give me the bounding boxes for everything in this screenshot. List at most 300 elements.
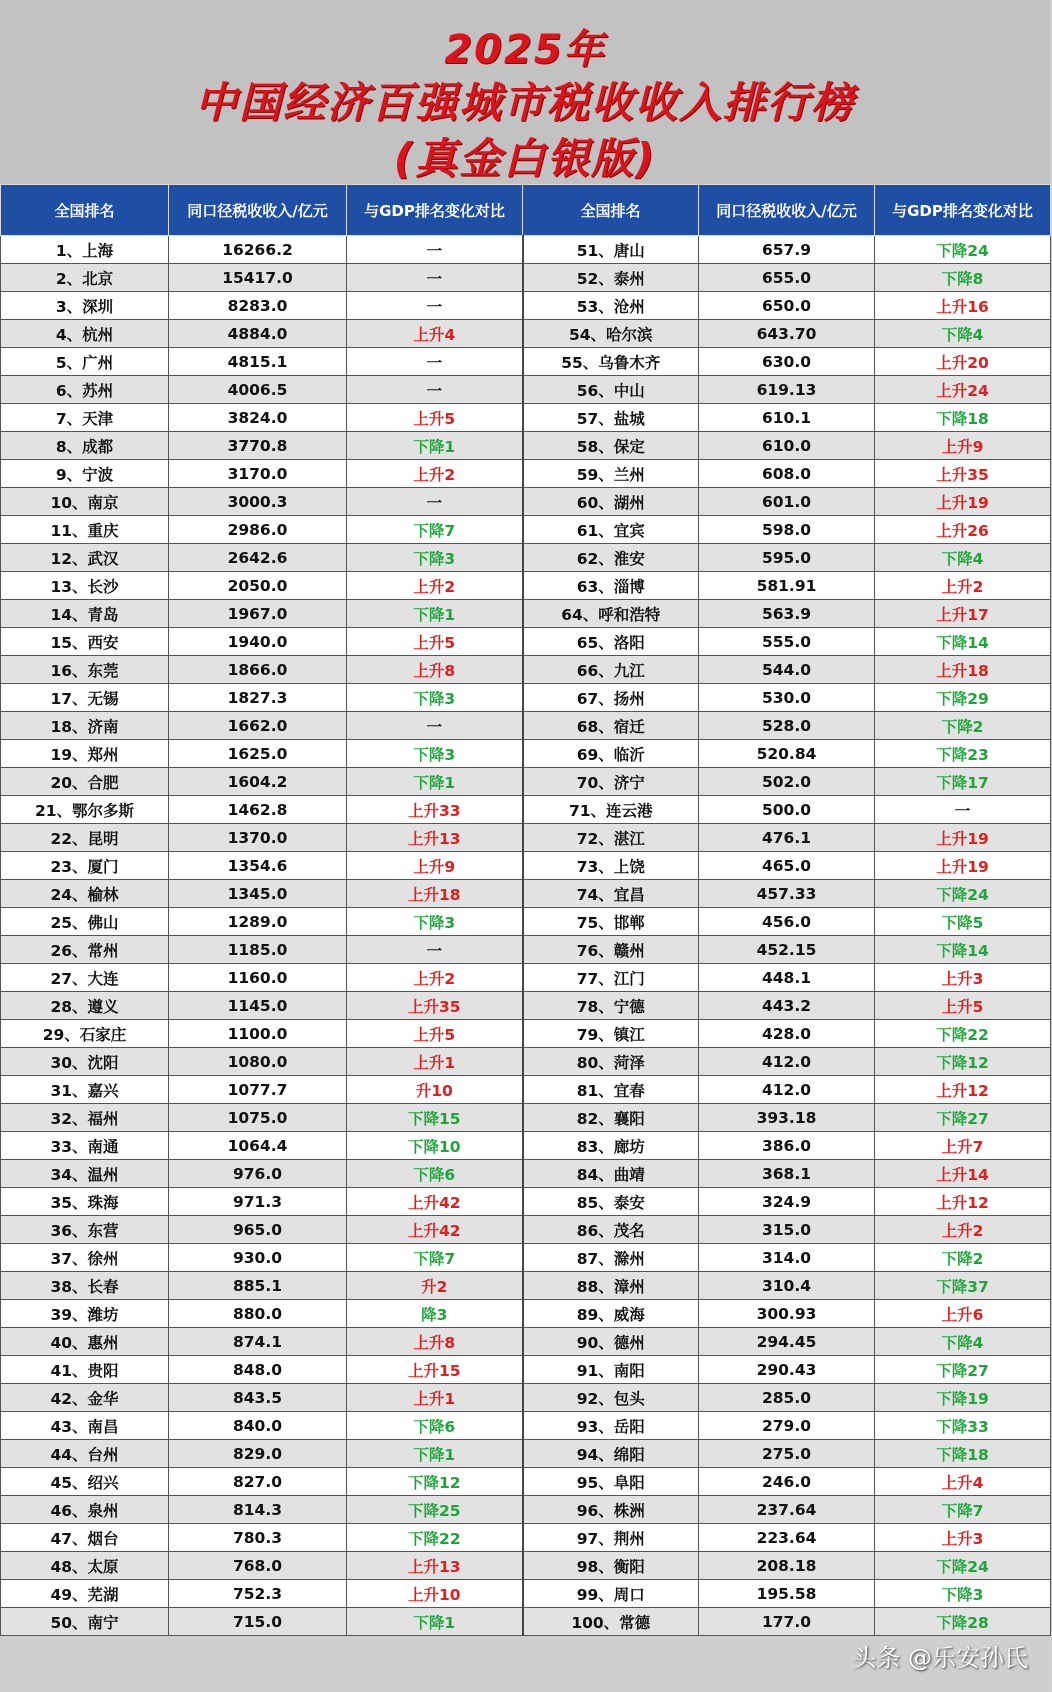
change-cell: 下降28 bbox=[875, 1608, 1051, 1636]
tax-cell: 840.0 bbox=[169, 1412, 347, 1440]
rank-cell: 96、株洲 bbox=[523, 1496, 699, 1524]
tax-cell: 448.1 bbox=[699, 964, 875, 992]
change-cell: 下降3 bbox=[347, 740, 523, 768]
tax-cell: 1289.0 bbox=[169, 908, 347, 936]
change-cell: 上升19 bbox=[875, 852, 1051, 880]
rank-cell: 67、扬州 bbox=[523, 684, 699, 712]
rank-cell: 9、宁波 bbox=[1, 460, 169, 488]
rank-cell: 2、北京 bbox=[1, 264, 169, 292]
change-cell: 下降18 bbox=[875, 1440, 1051, 1468]
change-cell: 上升4 bbox=[347, 320, 523, 348]
tax-cell: 368.1 bbox=[699, 1160, 875, 1188]
table-row bbox=[1, 656, 1051, 684]
change-cell: 下降12 bbox=[875, 1048, 1051, 1076]
rank-cell: 19、郑州 bbox=[1, 740, 169, 768]
tax-cell: 4884.0 bbox=[169, 320, 347, 348]
tax-cell: 500.0 bbox=[699, 796, 875, 824]
change-cell: 一 bbox=[347, 292, 523, 320]
tax-cell: 16266.2 bbox=[169, 236, 347, 264]
tax-cell: 610.0 bbox=[699, 432, 875, 460]
rank-cell: 99、周口 bbox=[523, 1580, 699, 1608]
table-row bbox=[1, 992, 1051, 1020]
tax-cell: 290.43 bbox=[699, 1356, 875, 1384]
header-rank-left: 全国排名 bbox=[1, 185, 169, 236]
tax-cell: 285.0 bbox=[699, 1384, 875, 1412]
rank-cell: 65、洛阳 bbox=[523, 628, 699, 656]
rank-cell: 98、衡阳 bbox=[523, 1552, 699, 1580]
table-row bbox=[1, 964, 1051, 992]
change-cell: 下降22 bbox=[875, 1020, 1051, 1048]
rank-cell: 92、包头 bbox=[523, 1384, 699, 1412]
change-cell: 上升2 bbox=[875, 1216, 1051, 1244]
change-cell: 下降27 bbox=[875, 1104, 1051, 1132]
rank-cell: 20、合肥 bbox=[1, 768, 169, 796]
tax-cell: 457.33 bbox=[699, 880, 875, 908]
change-cell: 下降14 bbox=[875, 936, 1051, 964]
change-cell: 上升18 bbox=[875, 656, 1051, 684]
change-cell: 上升19 bbox=[875, 824, 1051, 852]
rank-cell: 10、南京 bbox=[1, 488, 169, 516]
table-row bbox=[1, 320, 1051, 348]
tax-cell: 630.0 bbox=[699, 348, 875, 376]
change-cell: 上升9 bbox=[347, 852, 523, 880]
table-row bbox=[1, 432, 1051, 460]
tax-cell: 310.4 bbox=[699, 1272, 875, 1300]
rank-cell: 60、湖州 bbox=[523, 488, 699, 516]
table-row bbox=[1, 1356, 1051, 1384]
change-cell: 下降7 bbox=[347, 1244, 523, 1272]
change-cell: 上升13 bbox=[347, 824, 523, 852]
rank-cell: 81、宜春 bbox=[523, 1076, 699, 1104]
tax-cell: 1370.0 bbox=[169, 824, 347, 852]
rank-cell: 58、保定 bbox=[523, 432, 699, 460]
table-row bbox=[1, 712, 1051, 740]
rank-cell: 91、南阳 bbox=[523, 1356, 699, 1384]
tax-cell: 619.13 bbox=[699, 376, 875, 404]
change-cell: 下降2 bbox=[875, 1244, 1051, 1272]
change-cell: 下降17 bbox=[875, 768, 1051, 796]
table-row bbox=[1, 1524, 1051, 1552]
tax-cell: 15417.0 bbox=[169, 264, 347, 292]
rank-cell: 27、大连 bbox=[1, 964, 169, 992]
change-cell: 下降3 bbox=[875, 1580, 1051, 1608]
change-cell: 上升33 bbox=[347, 796, 523, 824]
change-cell: 下降3 bbox=[347, 908, 523, 936]
rank-cell: 31、嘉兴 bbox=[1, 1076, 169, 1104]
tax-cell: 1185.0 bbox=[169, 936, 347, 964]
tax-cell: 456.0 bbox=[699, 908, 875, 936]
table-row bbox=[1, 768, 1051, 796]
table-row bbox=[1, 908, 1051, 936]
tax-cell: 848.0 bbox=[169, 1356, 347, 1384]
rank-cell: 37、徐州 bbox=[1, 1244, 169, 1272]
tax-cell: 1967.0 bbox=[169, 600, 347, 628]
rank-cell: 8、成都 bbox=[1, 432, 169, 460]
table-row bbox=[1, 460, 1051, 488]
change-cell: 下降10 bbox=[347, 1132, 523, 1160]
tax-cell: 324.9 bbox=[699, 1188, 875, 1216]
change-cell: 上升2 bbox=[347, 572, 523, 600]
change-cell: 下降27 bbox=[875, 1356, 1051, 1384]
tax-cell: 1625.0 bbox=[169, 740, 347, 768]
rank-cell: 83、廊坊 bbox=[523, 1132, 699, 1160]
tax-cell: 1662.0 bbox=[169, 712, 347, 740]
tax-cell: 657.9 bbox=[699, 236, 875, 264]
tax-cell: 780.3 bbox=[169, 1524, 347, 1552]
rank-cell: 53、沧州 bbox=[523, 292, 699, 320]
ranking-table bbox=[0, 184, 1051, 1636]
change-cell: 下降15 bbox=[347, 1104, 523, 1132]
tax-cell: 1075.0 bbox=[169, 1104, 347, 1132]
rank-cell: 44、台州 bbox=[1, 1440, 169, 1468]
tax-cell: 608.0 bbox=[699, 460, 875, 488]
table-row bbox=[1, 1552, 1051, 1580]
tax-cell: 428.0 bbox=[699, 1020, 875, 1048]
table-row bbox=[1, 1468, 1051, 1496]
tax-cell: 1145.0 bbox=[169, 992, 347, 1020]
rank-cell: 100、常德 bbox=[523, 1608, 699, 1636]
tax-cell: 827.0 bbox=[169, 1468, 347, 1496]
rank-cell: 62、淮安 bbox=[523, 544, 699, 572]
rank-cell: 23、厦门 bbox=[1, 852, 169, 880]
table-row bbox=[1, 292, 1051, 320]
tax-cell: 930.0 bbox=[169, 1244, 347, 1272]
change-cell: 下降37 bbox=[875, 1272, 1051, 1300]
table-row bbox=[1, 1272, 1051, 1300]
tax-cell: 465.0 bbox=[699, 852, 875, 880]
tax-cell: 223.64 bbox=[699, 1524, 875, 1552]
rank-cell: 38、长春 bbox=[1, 1272, 169, 1300]
change-cell: 下降4 bbox=[875, 320, 1051, 348]
rank-cell: 21、鄂尔多斯 bbox=[1, 796, 169, 824]
rank-cell: 72、湛江 bbox=[523, 824, 699, 852]
change-cell: 上升17 bbox=[875, 600, 1051, 628]
tax-cell: 1345.0 bbox=[169, 880, 347, 908]
tax-cell: 1462.8 bbox=[169, 796, 347, 824]
tax-cell: 195.58 bbox=[699, 1580, 875, 1608]
tax-cell: 412.0 bbox=[699, 1048, 875, 1076]
rank-cell: 48、太原 bbox=[1, 1552, 169, 1580]
rank-cell: 95、阜阳 bbox=[523, 1468, 699, 1496]
table-row bbox=[1, 824, 1051, 852]
change-cell: 上升42 bbox=[347, 1216, 523, 1244]
table-row bbox=[1, 936, 1051, 964]
rank-cell: 86、茂名 bbox=[523, 1216, 699, 1244]
table-row bbox=[1, 1244, 1051, 1272]
tax-cell: 752.3 bbox=[169, 1580, 347, 1608]
table-row bbox=[1, 1020, 1051, 1048]
title-banner bbox=[0, 0, 1050, 184]
rank-cell: 71、连云港 bbox=[523, 796, 699, 824]
change-cell: 下降5 bbox=[875, 908, 1051, 936]
header-tax-left: 同口径税收收入/亿元 bbox=[169, 185, 347, 236]
change-cell: 上升16 bbox=[875, 292, 1051, 320]
tax-cell: 237.64 bbox=[699, 1496, 875, 1524]
rank-cell: 29、石家庄 bbox=[1, 1020, 169, 1048]
rank-cell: 52、泰州 bbox=[523, 264, 699, 292]
tax-cell: 655.0 bbox=[699, 264, 875, 292]
tax-cell: 843.5 bbox=[169, 1384, 347, 1412]
tax-cell: 8283.0 bbox=[169, 292, 347, 320]
change-cell: 下降33 bbox=[875, 1412, 1051, 1440]
table-row bbox=[1, 1300, 1051, 1328]
table-row bbox=[1, 796, 1051, 824]
change-cell: 上升5 bbox=[347, 628, 523, 656]
rank-cell: 59、兰州 bbox=[523, 460, 699, 488]
change-cell: 下降4 bbox=[875, 544, 1051, 572]
change-cell: 上升14 bbox=[875, 1160, 1051, 1188]
rank-cell: 69、临沂 bbox=[523, 740, 699, 768]
table-body bbox=[1, 236, 1051, 1636]
change-cell: 下降22 bbox=[347, 1524, 523, 1552]
rank-cell: 28、遵义 bbox=[1, 992, 169, 1020]
rank-cell: 43、南昌 bbox=[1, 1412, 169, 1440]
table-row bbox=[1, 572, 1051, 600]
rank-cell: 51、唐山 bbox=[523, 236, 699, 264]
rank-cell: 7、天津 bbox=[1, 404, 169, 432]
rank-cell: 89、威海 bbox=[523, 1300, 699, 1328]
tax-cell: 814.3 bbox=[169, 1496, 347, 1524]
rank-cell: 78、宁德 bbox=[523, 992, 699, 1020]
change-cell: 上升12 bbox=[875, 1076, 1051, 1104]
rank-cell: 41、贵阳 bbox=[1, 1356, 169, 1384]
rank-cell: 56、中山 bbox=[523, 376, 699, 404]
change-cell: 上升35 bbox=[875, 460, 1051, 488]
change-cell: 下降1 bbox=[347, 1440, 523, 1468]
tax-cell: 1064.4 bbox=[169, 1132, 347, 1160]
header-change-left: 与GDP排名变化对比 bbox=[347, 185, 523, 236]
tax-cell: 829.0 bbox=[169, 1440, 347, 1468]
change-cell: 上升4 bbox=[875, 1468, 1051, 1496]
change-cell: 上升1 bbox=[347, 1384, 523, 1412]
tax-cell: 412.0 bbox=[699, 1076, 875, 1104]
change-cell: 一 bbox=[347, 376, 523, 404]
tax-cell: 643.70 bbox=[699, 320, 875, 348]
tax-cell: 300.93 bbox=[699, 1300, 875, 1328]
change-cell: 下降2 bbox=[875, 712, 1051, 740]
tax-cell: 715.0 bbox=[169, 1608, 347, 1636]
change-cell: 上升13 bbox=[347, 1552, 523, 1580]
change-cell: 降3 bbox=[347, 1300, 523, 1328]
table-row bbox=[1, 1104, 1051, 1132]
rank-cell: 12、武汉 bbox=[1, 544, 169, 572]
rank-cell: 82、襄阳 bbox=[523, 1104, 699, 1132]
tax-cell: 386.0 bbox=[699, 1132, 875, 1160]
change-cell: 上升20 bbox=[875, 348, 1051, 376]
rank-cell: 32、福州 bbox=[1, 1104, 169, 1132]
tax-cell: 4006.5 bbox=[169, 376, 347, 404]
change-cell: 下降1 bbox=[347, 432, 523, 460]
tax-cell: 530.0 bbox=[699, 684, 875, 712]
tax-cell: 1940.0 bbox=[169, 628, 347, 656]
change-cell: 上升15 bbox=[347, 1356, 523, 1384]
change-cell: 升10 bbox=[347, 1076, 523, 1104]
rank-cell: 30、沈阳 bbox=[1, 1048, 169, 1076]
change-cell: 下降19 bbox=[875, 1384, 1051, 1412]
change-cell: 下降1 bbox=[347, 1608, 523, 1636]
change-cell: 上升5 bbox=[875, 992, 1051, 1020]
tax-cell: 976.0 bbox=[169, 1160, 347, 1188]
table-row bbox=[1, 852, 1051, 880]
rank-cell: 45、绍兴 bbox=[1, 1468, 169, 1496]
change-cell: 下降23 bbox=[875, 740, 1051, 768]
table-row bbox=[1, 404, 1051, 432]
change-cell: 下降6 bbox=[347, 1160, 523, 1188]
rank-cell: 15、西安 bbox=[1, 628, 169, 656]
change-cell: 下降25 bbox=[347, 1496, 523, 1524]
change-cell: 下降8 bbox=[875, 264, 1051, 292]
rank-cell: 25、佛山 bbox=[1, 908, 169, 936]
table-row bbox=[1, 1132, 1051, 1160]
table-row bbox=[1, 376, 1051, 404]
change-cell: 下降3 bbox=[347, 684, 523, 712]
watermark: 头条 @乐安孙氏 bbox=[852, 1644, 1028, 1672]
table-row bbox=[1, 880, 1051, 908]
change-cell: 下降18 bbox=[875, 404, 1051, 432]
change-cell: 下降3 bbox=[347, 544, 523, 572]
tax-cell: 246.0 bbox=[699, 1468, 875, 1496]
table-row bbox=[1, 1412, 1051, 1440]
rank-cell: 39、潍坊 bbox=[1, 1300, 169, 1328]
change-cell: 下降4 bbox=[875, 1328, 1051, 1356]
tax-cell: 4815.1 bbox=[169, 348, 347, 376]
change-cell: 上升8 bbox=[347, 1328, 523, 1356]
change-cell: 一 bbox=[347, 348, 523, 376]
tax-cell: 555.0 bbox=[699, 628, 875, 656]
tax-cell: 528.0 bbox=[699, 712, 875, 740]
rank-cell: 34、温州 bbox=[1, 1160, 169, 1188]
tax-cell: 544.0 bbox=[699, 656, 875, 684]
change-cell: 上升6 bbox=[875, 1300, 1051, 1328]
table-row bbox=[1, 1580, 1051, 1608]
rank-cell: 88、漳州 bbox=[523, 1272, 699, 1300]
change-cell: 上升2 bbox=[875, 572, 1051, 600]
table-row bbox=[1, 1076, 1051, 1104]
rank-cell: 16、东莞 bbox=[1, 656, 169, 684]
rank-cell: 13、长沙 bbox=[1, 572, 169, 600]
table-row bbox=[1, 740, 1051, 768]
rank-cell: 77、江门 bbox=[523, 964, 699, 992]
rank-cell: 54、哈尔滨 bbox=[523, 320, 699, 348]
tax-cell: 443.2 bbox=[699, 992, 875, 1020]
rank-cell: 75、邯郸 bbox=[523, 908, 699, 936]
table-row bbox=[1, 264, 1051, 292]
rank-cell: 94、绵阳 bbox=[523, 1440, 699, 1468]
change-cell: 一 bbox=[347, 712, 523, 740]
tax-cell: 3000.3 bbox=[169, 488, 347, 516]
tax-cell: 3170.0 bbox=[169, 460, 347, 488]
change-cell: 上升42 bbox=[347, 1188, 523, 1216]
change-cell: 下降1 bbox=[347, 600, 523, 628]
table-row bbox=[1, 1496, 1051, 1524]
table-row bbox=[1, 600, 1051, 628]
tax-cell: 595.0 bbox=[699, 544, 875, 572]
table-row bbox=[1, 1188, 1051, 1216]
change-cell: 上升7 bbox=[875, 1132, 1051, 1160]
rank-cell: 36、东营 bbox=[1, 1216, 169, 1244]
tax-cell: 3770.8 bbox=[169, 432, 347, 460]
tax-cell: 598.0 bbox=[699, 516, 875, 544]
rank-cell: 87、滁州 bbox=[523, 1244, 699, 1272]
table-row bbox=[1, 1384, 1051, 1412]
table-row bbox=[1, 348, 1051, 376]
change-cell: 上升24 bbox=[875, 376, 1051, 404]
rank-cell: 26、常州 bbox=[1, 936, 169, 964]
tax-cell: 452.15 bbox=[699, 936, 875, 964]
rank-cell: 55、乌鲁木齐 bbox=[523, 348, 699, 376]
title-year: 2025年 bbox=[444, 27, 606, 73]
rank-cell: 1、上海 bbox=[1, 236, 169, 264]
tax-cell: 885.1 bbox=[169, 1272, 347, 1300]
table-row bbox=[1, 684, 1051, 712]
tax-cell: 314.0 bbox=[699, 1244, 875, 1272]
change-cell: 下降12 bbox=[347, 1468, 523, 1496]
change-cell: 上升9 bbox=[875, 432, 1051, 460]
tax-cell: 581.91 bbox=[699, 572, 875, 600]
change-cell: 下降29 bbox=[875, 684, 1051, 712]
change-cell: 上升5 bbox=[347, 1020, 523, 1048]
change-cell: 下降14 bbox=[875, 628, 1051, 656]
rank-cell: 4、杭州 bbox=[1, 320, 169, 348]
tax-cell: 279.0 bbox=[699, 1412, 875, 1440]
change-cell: 上升12 bbox=[875, 1188, 1051, 1216]
change-cell: 上升35 bbox=[347, 992, 523, 1020]
tax-cell: 1080.0 bbox=[169, 1048, 347, 1076]
tax-cell: 965.0 bbox=[169, 1216, 347, 1244]
rank-cell: 3、深圳 bbox=[1, 292, 169, 320]
change-cell: 下降7 bbox=[347, 516, 523, 544]
tax-cell: 520.84 bbox=[699, 740, 875, 768]
tax-cell: 177.0 bbox=[699, 1608, 875, 1636]
rank-cell: 90、德州 bbox=[523, 1328, 699, 1356]
rank-cell: 64、呼和浩特 bbox=[523, 600, 699, 628]
change-cell: 上升26 bbox=[875, 516, 1051, 544]
table-row bbox=[1, 516, 1051, 544]
rank-cell: 22、昆明 bbox=[1, 824, 169, 852]
tax-cell: 275.0 bbox=[699, 1440, 875, 1468]
change-cell: 下降24 bbox=[875, 236, 1051, 264]
tax-cell: 2642.6 bbox=[169, 544, 347, 572]
header-tax-right: 同口径税收收入/亿元 bbox=[699, 185, 875, 236]
tax-cell: 2050.0 bbox=[169, 572, 347, 600]
tax-cell: 1354.6 bbox=[169, 852, 347, 880]
rank-cell: 33、南通 bbox=[1, 1132, 169, 1160]
table-row bbox=[1, 1608, 1051, 1636]
change-cell: 下降1 bbox=[347, 768, 523, 796]
tax-cell: 610.1 bbox=[699, 404, 875, 432]
rank-cell: 57、盐城 bbox=[523, 404, 699, 432]
rank-cell: 6、苏州 bbox=[1, 376, 169, 404]
tax-cell: 1827.3 bbox=[169, 684, 347, 712]
tax-cell: 208.18 bbox=[699, 1552, 875, 1580]
rank-cell: 63、淄博 bbox=[523, 572, 699, 600]
table-row bbox=[1, 1440, 1051, 1468]
change-cell: 下降6 bbox=[347, 1412, 523, 1440]
rank-cell: 85、泰安 bbox=[523, 1188, 699, 1216]
change-cell: 上升8 bbox=[347, 656, 523, 684]
rank-cell: 84、曲靖 bbox=[523, 1160, 699, 1188]
change-cell: 上升2 bbox=[347, 460, 523, 488]
change-cell: 上升5 bbox=[347, 404, 523, 432]
rank-cell: 80、菏泽 bbox=[523, 1048, 699, 1076]
change-cell: 升2 bbox=[347, 1272, 523, 1300]
rank-cell: 17、无锡 bbox=[1, 684, 169, 712]
table-row bbox=[1, 628, 1051, 656]
rank-cell: 35、珠海 bbox=[1, 1188, 169, 1216]
table-row bbox=[1, 1328, 1051, 1356]
tax-cell: 650.0 bbox=[699, 292, 875, 320]
change-cell: 上升18 bbox=[347, 880, 523, 908]
